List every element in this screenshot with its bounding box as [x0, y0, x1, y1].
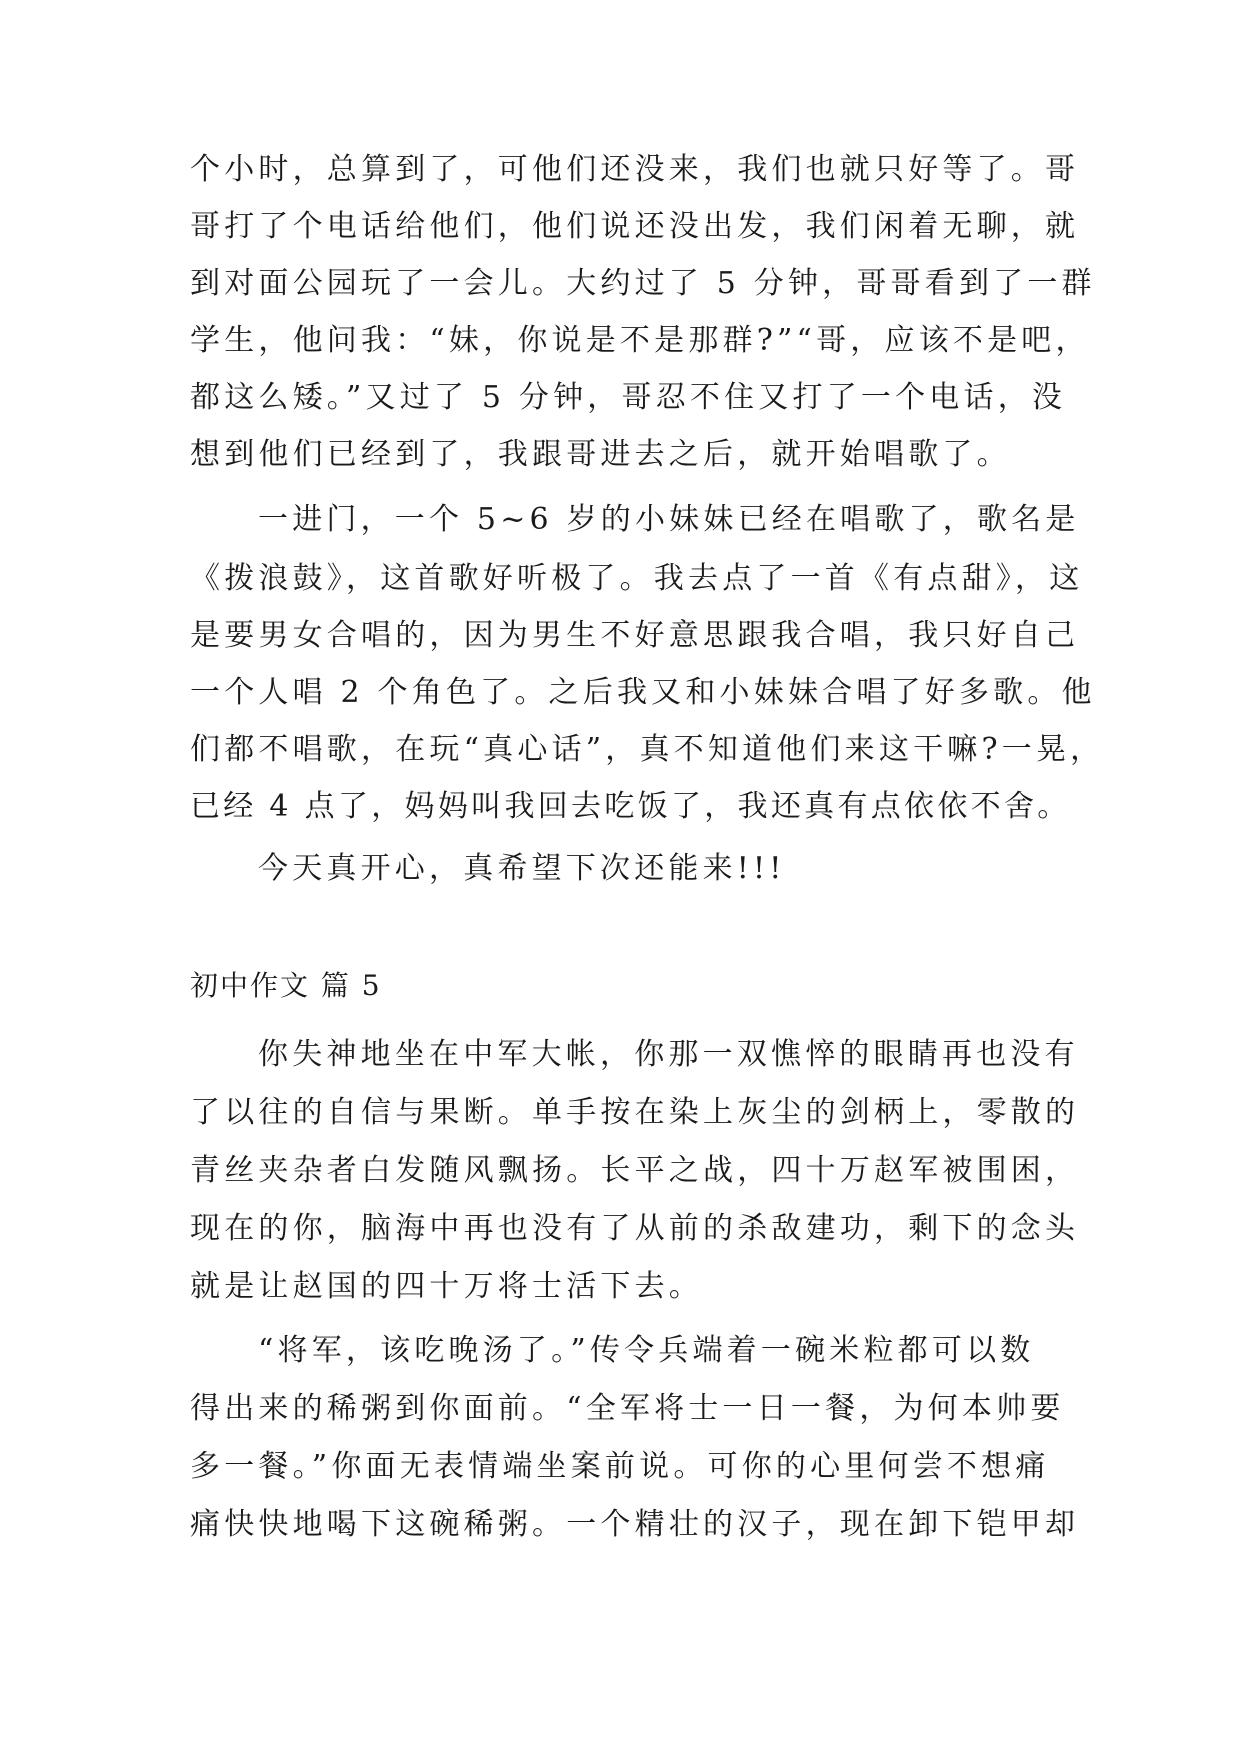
paragraph-line: 学生，他问我：“妹，你说是不是那群?”“哥，应该不是吧， — [190, 323, 1090, 358]
paragraph-line: 多一餐。”你面无表情端坐案前说。可你的心里何尝不想痛 — [190, 1449, 1050, 1484]
paragraph-line: 就是让赵国的四十万将士活下去。 — [190, 1269, 703, 1304]
paragraph-line: 了以往的自信与果断。单手按在染上灰尘的剑柄上，零散的 — [190, 1095, 1080, 1130]
paragraph-line: 你失神地坐在中军大帐，你那一双憔悴的眼睛再也没有 — [258, 1037, 1079, 1072]
paragraph-line: 是要男女合唱的，因为男生不好意思跟我合唱，我只好自己 — [190, 618, 1080, 653]
paragraph-line: “将军，该吃晚汤了。”传令兵端着一碗米粒都可以数 — [258, 1333, 1035, 1368]
paragraph-line: 们都不唱歌，在玩“真心话”，真不知道他们来这干嘛?一晃， — [190, 732, 1105, 767]
paragraph-line: 想到他们已经到了，我跟哥进去之后，就开始唱歌了。 — [190, 437, 1011, 472]
paragraph-line: 一个人唱 2 个角色了。之后我又和小妹妹合唱了好多歌。他 — [190, 675, 1096, 710]
paragraph-line: 今天真开心，真希望下次还能来!!! — [258, 851, 786, 886]
paragraph-line: 个小时，总算到了，可他们还没来，我们也就只好等了。哥 — [190, 152, 1080, 187]
section-title: 初中作文 篇 5 — [190, 969, 382, 1002]
paragraph-line: 青丝夹杂者白发随风飘扬。长平之战，四十万赵军被围困， — [190, 1153, 1080, 1188]
paragraph-line: 哥打了个电话给他们，他们说还没出发，我们闲着无聊，就 — [190, 209, 1080, 244]
paragraph-line: 都这么矮。”又过了 5 分钟，哥忍不住又打了一个电话，没 — [190, 380, 1067, 415]
paragraph-line: 得出来的稀粥到你面前。“全军将士一日一餐，为何本帅要 — [190, 1391, 1065, 1426]
paragraph-line: 已经 4 点了，妈妈叫我回去吃饭了，我还真有点依依不舍。 — [190, 789, 1071, 824]
paragraph-line: 现在的你，脑海中再也没有了从前的杀敌建功，剩下的念头 — [190, 1211, 1080, 1246]
paragraph-line: 《拨浪鼓》，这首歌好听极了。我去点了一首《有点甜》，这 — [190, 561, 1084, 596]
paragraph-line: 到对面公园玩了一会儿。大约过了 5 分钟，哥哥看到了一群 — [190, 266, 1096, 301]
paragraph-line: 一进门，一个 5~6 岁的小妹妹已经在唱歌了，歌名是 — [258, 502, 1080, 537]
paragraph-line: 痛快快地喝下这碗稀粥。一个精壮的汉子，现在卸下铠甲却 — [190, 1507, 1080, 1542]
